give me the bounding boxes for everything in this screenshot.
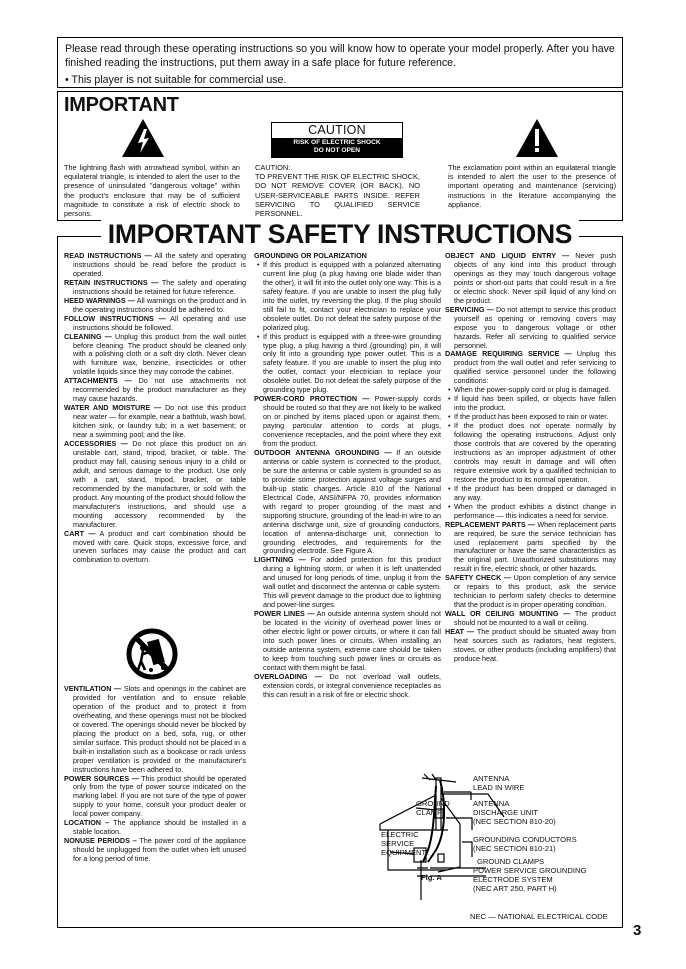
label-ground-clamps: GROUND CLAMPS <box>477 857 545 866</box>
safety-item: HEAT — The product should be situated away from heat sources such as radiators, heat registers, stoves, or other products (including amplifiers) that produce heat. <box>445 627 616 663</box>
safety-item: ATTACHMENTS — Do not use attachments not recommended by the product manufacturer as they may cause hazards. <box>64 376 246 404</box>
grounding-bullet: • If this product is equipped with a three-wire grounding type plug, a plug having a third (grounding) pin, it will only fit into a grounding type power outlet. This is a safety feature. If you are unable to insert the plug into the outlet, contact your electrician to replace your obsolete outlet. Do not defeat the safety purpose of the grounding type plug. <box>254 333 441 396</box>
safety-item: POWER LINES — An outside antenna system should not be located in the vicinity of overhead power lines or other electric light or power circuits, or where it can fall into such power lines or circuits. When installing an outside antenna system, extreme care should be taken to keep from touching such power lines or circuits as contact with them might be fatal. <box>254 609 441 672</box>
safety-column-2 <box>254 252 441 700</box>
label-ground-clamp: GROUND CLAMP <box>416 799 450 818</box>
antenna-grounding-figure <box>376 772 626 912</box>
safety-item: WATER AND MOISTURE — Do not use this product near water — for example, near a bathtub, wash bowl, kitchen sink, or laundry tub; in a wet basement; or near a swimming pool; and the like. <box>64 403 246 440</box>
safety-item: NONUSE PERIODS – The power cord of the appliance should be unplugged from the outlet when left unused for a long period of time. <box>64 836 247 864</box>
intro-bullet: • This player is not suitable for commercial use. <box>65 74 287 86</box>
safety-column-3 <box>445 252 616 664</box>
safety-item: DAMAGE REQUIRING SERVICE — Unplug this product from the wall outlet and refer servicing to qualified service personnel under the following conditions: <box>445 349 616 386</box>
label-discharge-unit: ANTENNA DISCHARGE UNIT (NEC SECTION 810-20) <box>473 799 556 827</box>
label-electrode-system: POWER SERVICE GROUNDING ELECTRODE SYSTEM (NEC ART 250, PART H) <box>473 866 587 894</box>
figure-caption: Fig. A <box>421 873 442 882</box>
safety-item: OBJECT AND LIQUID ENTRY — Never push objects of any kind into this product through openings as they may touch dangerous voltage points or short-out parts that could result in a fire or electric shock. Never spill liquid of any kind on the product. <box>445 251 616 305</box>
caution-text: CAUTION: TO PREVENT THE RISK OF ELECTRIC SHOCK, DO NOT REMOVE COVER (OR BACK). NO USER-SERVICEABLE PARTS INSIDE. REFER SERVICING TO QUALIFIED SERVICE PERSONNEL. <box>255 163 420 219</box>
safety-column-1-lower <box>64 685 246 864</box>
grounding-bullet: • If this product is equipped with a polarized alternating current line plug (a plug having one blade wider than the other), it will fit into the outlet only one way. This is a safety feature. If you are unable to insert the plug fully into the outlet, try reversing the plug. If the plug should still fail to fit, contact your electrician to replace your obsolete outlet. Do not defeat the safety purpose of the polarized plug. <box>254 261 441 333</box>
intro-box <box>57 37 623 88</box>
exclamation-warning-icon <box>516 119 558 157</box>
safety-item: CART — A product and cart combination should be moved with care. Quick stops, excessive force, and uneven surfaces may cause the product and cart combination to overturn. <box>64 528 246 565</box>
safety-item: LOCATION – The appliance should be installed in a stable location. <box>64 818 247 837</box>
safety-item: LIGHTNING — For added protection for this product during a lightning storm, or when it is left unattended and unused for long periods of time, unplug it from the wall outlet and disconnect the antenna or cable system. This will prevent damage to the product due to lightning and power-line surges. <box>254 555 442 610</box>
nec-note: NEC — NATIONAL ELECTRICAL CODE <box>470 912 608 921</box>
safety-item: OVERLOADING — Do not overload wall outlets, extension cords, or integral convenience receptacles as this can result in a risk of fire or electric shock. <box>254 671 442 699</box>
page-number: 3 <box>633 922 642 939</box>
safety-item: REPLACEMENT PARTS — When replacement parts are required, be sure the service technician has used replacement parts specified by the manufacturer or have the same characteristics as the original part. Unauthorized substitutions may result in fire, electric shock, or other hazards. <box>445 519 617 574</box>
lightning-symbol-text: The lightning flash with arrowhead symbol, within an equilateral triangle, is intended to alert the user to the presence of uninsulated "dangerous voltage" within the product's enclosure that may be of sufficient magnitude to constitute a risk of electric shock to persons. <box>64 163 240 219</box>
safety-title: IMPORTANT SAFETY INSTRUCTIONS <box>64 219 616 249</box>
damage-bullet: • If liquid has been spilled, or objects have fallen into the product. <box>445 395 616 413</box>
label-grounding-conductors: GROUNDING CONDUCTORS (NEC SECTION 810-21) <box>473 835 577 854</box>
lightning-warning-icon <box>122 119 164 157</box>
safety-item: SERVICING — Do not attempt to service this product yourself as opening or removing covers may expose you to dangerous voltage or other hazards. Refer all servicing to qualified service personnel. <box>445 304 616 350</box>
safety-item: RETAIN INSTRUCTIONS — The safety and operating instructions should be retained for future reference. <box>64 277 246 296</box>
safety-item: HEED WARNINGS — All warnings on the product and in the operating instructions should be adhered to. <box>64 295 246 314</box>
important-box <box>57 91 623 221</box>
safety-item: POWER-CORD PROTECTION — Power-supply cords should be routed so that they are not likely to be walked on or pinched by items placed upon or against them, paying particular attention to cords at plugs, convenience receptacles, and the point where they exit from the product. <box>254 394 442 449</box>
exclamation-symbol-text: The exclamation point within an equilateral triangle is intended to alert the user to the presence of important operating and maintenance (servicing) instructions in the literature accompanying the appliance. <box>448 163 616 209</box>
cart-tipover-warning-icon <box>126 628 178 680</box>
safety-item: SAFETY CHECK — Upon completion of any service or repairs to this product, ask the service technician to perform safety checks to determine that the product is in proper operating condition. <box>445 573 617 610</box>
intro-text: Please read through these operating instructions so you will know how to operate your model properly. After you have finished reading the instructions, put them away in a safe place for future reference. <box>65 43 615 69</box>
safety-item: OUTDOOR ANTENNA GROUNDING — If an outside antenna or cable system is connected to the product, be sure the antenna or cable system is grounded so as to provide some protection against voltage surges and built-up static charges. Article 810 of the National Electrical Code, ANSI/NFPA 70, provides information with regard to proper grounding of the mast and supporting structure, grounding of the lead-in wire to an antenna discharge unit, size of grounding conductors, location of antenna-discharge unit, connection to grounding electrodes, and requirements for the grounding electrode. See Figure A. <box>254 447 441 556</box>
caution-label: CAUTION <box>308 123 366 137</box>
grounding-heading: GROUNDING OR POLARIZATION <box>254 251 367 260</box>
damage-bullet: • When the power-supply cord or plug is damaged. <box>445 386 616 395</box>
damage-bullet: • If the product has been dropped or damaged in any way. <box>445 485 616 503</box>
damage-bullet: • When the product exhibits a distinct change in performance — this indicates a need for service. <box>445 503 616 521</box>
safety-item: FOLLOW INSTRUCTIONS — All operating and use instructions should be followed. <box>64 313 246 332</box>
important-title: IMPORTANT <box>64 94 179 116</box>
label-antenna-lead: ANTENNA LEAD IN WIRE <box>473 774 525 793</box>
safety-item: WALL OR CEILING MOUNTING — The product should not be mounted to a wall or ceiling. <box>445 609 616 628</box>
caution-label-box <box>271 122 403 158</box>
safety-item: ACCESSORIES — Do not place this product on an unstable cart, stand, tripod, bracket, or table. The product may fall, causing serious injury to a child or adult, and serious damage to the product. Use only with a cart, stand, tripod, bracket, or table recommended by the manufacturer, or sold with the product. Any mounting of the product should follow the manufacturer's instructions, and should use a mounting accessory recommended by the manufacturer. <box>64 439 247 529</box>
safety-column-1 <box>64 252 246 565</box>
safety-item: POWER SOURCES — This product should be operated only from the type of power source indicated on the marking label. If you are not sure of the type of power supply to your home, consult your product dealer or local power company. <box>64 773 246 819</box>
caution-band: RISK OF ELECTRIC SHOCK DO NOT OPEN <box>272 138 402 157</box>
safety-item: READ INSTRUCTIONS — All the safety and operating instructions should be read before the product is operated. <box>64 251 246 278</box>
damage-bullet: • If the product does not operate normally by following the operating instructions. Adjust only those controls that are covered by the operating instructions as an improper adjustment of other controls may result in damage and will often require extensive work by a qualified technician to restore the product to its normal operation. <box>445 422 616 485</box>
safety-item: VENTILATION — Slots and openings in the cabinet are provided for ventilation and to ensure reliable operation of the product and to protect it from overheating, and these openings must not be blocked or covered. The openings should never be blocked by placing the product on a bed, sofa, rug, or other similar surface. This product should not be placed in a built-in installation such as a bookcase or rack unless proper ventilation is provided or the manufacturer's instructions have been adhered to. <box>64 684 246 774</box>
safety-item: CLEANING — Unplug this product from the wall outlet before cleaning. The product should be cleaned only with a polishing cloth or a soft dry cloth. Never clean with furniture wax, benzine, insecticides or other volatile liquids since they may corrode the cabinet. <box>64 331 247 377</box>
label-electric-service: ELECTRIC SERVICE EQUIPMENT <box>381 830 427 858</box>
damage-bullet: • If the product has been exposed to rain or water. <box>445 413 616 422</box>
